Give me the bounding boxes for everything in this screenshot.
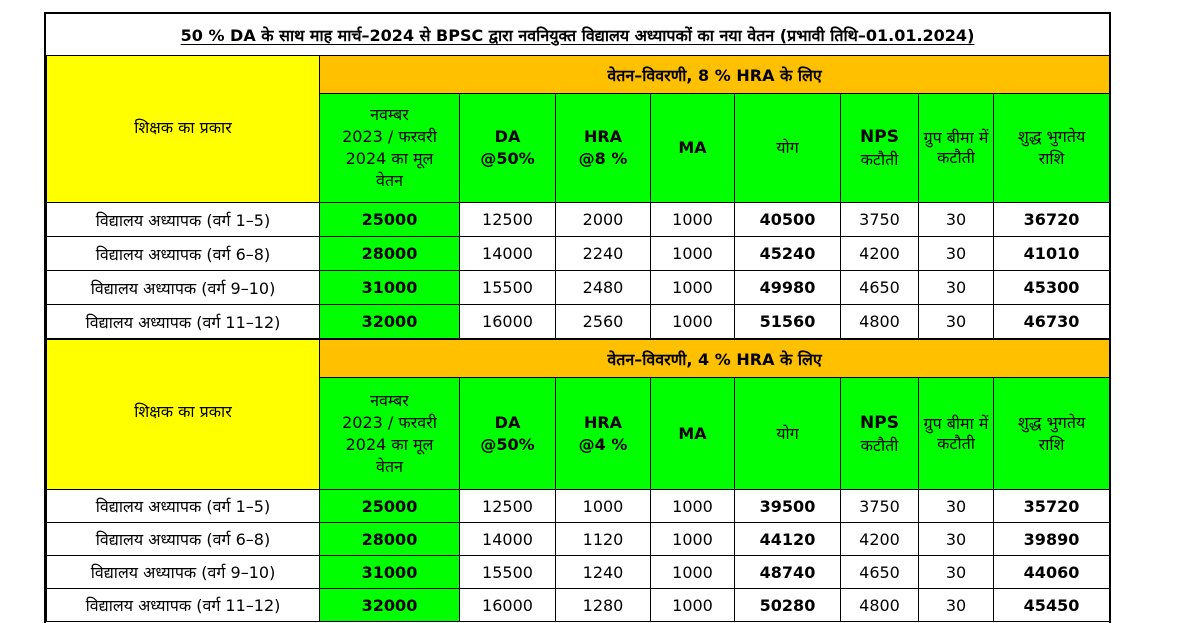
ma-header: MA — [651, 378, 735, 490]
nps-value: 4200 — [841, 523, 919, 556]
hra-value: 2000 — [556, 203, 651, 237]
nps-value: 4650 — [841, 271, 919, 305]
net-pay-value: 45450 — [994, 589, 1110, 622]
hra-header: HRA @4 % — [556, 378, 651, 490]
total-value: 44120 — [735, 523, 841, 556]
net-pay-value: 44060 — [994, 556, 1110, 589]
total-value: 45240 — [735, 237, 841, 271]
table-row — [47, 237, 1110, 271]
total-value: 40500 — [735, 203, 841, 237]
group-insurance-header: ग्रुप बीमा में कटौती — [919, 94, 994, 203]
total-value: 51560 — [735, 305, 841, 339]
teacher-type: विद्यालय अध्यापक (वर्ग 9–10) — [47, 271, 320, 305]
hra-header: HRA @8 % — [556, 94, 651, 203]
hra-value: 2480 — [556, 271, 651, 305]
basic-pay: 25000 — [320, 490, 460, 523]
net-pay-value: 46730 — [994, 305, 1110, 339]
table-row — [47, 203, 1110, 237]
table-row — [47, 556, 1110, 589]
teacher-type-header: शिक्षक का प्रकार — [47, 340, 320, 490]
teacher-type: विद्यालय अध्यापक (वर्ग 6–8) — [47, 237, 320, 271]
table-row — [47, 305, 1110, 339]
basic-pay: 31000 — [320, 556, 460, 589]
teacher-type: विद्यालय अध्यापक (वर्ग 11–12) — [47, 305, 320, 339]
nps-value: 4800 — [841, 305, 919, 339]
ma-value: 1000 — [651, 271, 735, 305]
basic-pay: 32000 — [320, 589, 460, 622]
group-insurance-value: 30 — [919, 490, 994, 523]
table-row — [47, 490, 1110, 523]
basic-pay-header: नवम्बर 2023 / फरवरी 2024 का मूल वेतन — [320, 94, 460, 203]
salary-table-hra-4 — [46, 339, 1110, 622]
group-insurance-value: 30 — [919, 523, 994, 556]
group-insurance-value: 30 — [919, 556, 994, 589]
hra-value: 1120 — [556, 523, 651, 556]
da-value: 12500 — [460, 490, 556, 523]
salary-table-hra-8 — [46, 55, 1110, 339]
da-value: 14000 — [460, 523, 556, 556]
basic-pay: 32000 — [320, 305, 460, 339]
net-pay-header: शुद्ध भुगतेय राशि — [994, 94, 1110, 203]
total-value: 39500 — [735, 490, 841, 523]
da-value: 12500 — [460, 203, 556, 237]
da-value: 16000 — [460, 305, 556, 339]
basic-pay: 25000 — [320, 203, 460, 237]
salary-sheet — [44, 12, 1111, 623]
teacher-type: विद्यालय अध्यापक (वर्ग 6–8) — [47, 523, 320, 556]
section-banner: वेतन–विवरणी, 8 % HRA के लिए — [320, 56, 1110, 94]
da-value: 15500 — [460, 556, 556, 589]
ma-value: 1000 — [651, 589, 735, 622]
table-row — [47, 589, 1110, 622]
da-value: 14000 — [460, 237, 556, 271]
total-value: 49980 — [735, 271, 841, 305]
hra-value: 2240 — [556, 237, 651, 271]
table-row — [47, 523, 1110, 556]
ma-header: MA — [651, 94, 735, 203]
basic-pay: 28000 — [320, 237, 460, 271]
ma-value: 1000 — [651, 237, 735, 271]
nps-header: NPS कटौती — [841, 94, 919, 203]
total-value: 48740 — [735, 556, 841, 589]
nps-value: 3750 — [841, 203, 919, 237]
teacher-type: विद्यालय अध्यापक (वर्ग 9–10) — [47, 556, 320, 589]
net-pay-value: 35720 — [994, 490, 1110, 523]
teacher-type: विद्यालय अध्यापक (वर्ग 1–5) — [47, 203, 320, 237]
ma-value: 1000 — [651, 523, 735, 556]
nps-value: 3750 — [841, 490, 919, 523]
ma-value: 1000 — [651, 556, 735, 589]
ma-value: 1000 — [651, 203, 735, 237]
net-pay-value: 36720 — [994, 203, 1110, 237]
group-insurance-value: 30 — [919, 203, 994, 237]
net-pay-value: 45300 — [994, 271, 1110, 305]
net-pay-header: शुद्ध भुगतेय राशि — [994, 378, 1110, 490]
group-insurance-value: 30 — [919, 271, 994, 305]
da-header: DA @50% — [460, 378, 556, 490]
nps-header: NPS कटौती — [841, 378, 919, 490]
basic-pay: 31000 — [320, 271, 460, 305]
ma-value: 1000 — [651, 305, 735, 339]
hra-value: 1240 — [556, 556, 651, 589]
group-insurance-value: 30 — [919, 305, 994, 339]
nps-value: 4650 — [841, 556, 919, 589]
group-insurance-value: 30 — [919, 237, 994, 271]
net-pay-value: 39890 — [994, 523, 1110, 556]
section-banner: वेतन–विवरणी, 4 % HRA के लिए — [320, 340, 1110, 378]
ma-value: 1000 — [651, 490, 735, 523]
hra-value: 2560 — [556, 305, 651, 339]
table-row — [47, 271, 1110, 305]
net-pay-value: 41010 — [994, 237, 1110, 271]
total-value: 50280 — [735, 589, 841, 622]
da-value: 15500 — [460, 271, 556, 305]
da-value: 16000 — [460, 589, 556, 622]
page-title: 50 % DA के साथ माह मार्च–2024 से BPSC द्वारा नवनियुक्त विद्यालय अध्यापकों का नया वेतन (प्रभावी तिथि–01.01.2024) — [180, 25, 975, 45]
hra-value: 1000 — [556, 490, 651, 523]
total-header: योग — [735, 94, 841, 203]
group-insurance-value: 30 — [919, 589, 994, 622]
basic-pay: 28000 — [320, 523, 460, 556]
nps-value: 4200 — [841, 237, 919, 271]
basic-pay-header: नवम्बर 2023 / फरवरी 2024 का मूल वेतन — [320, 378, 460, 490]
group-insurance-header: ग्रुप बीमा में कटौती — [919, 378, 994, 490]
teacher-type-header: शिक्षक का प्रकार — [47, 56, 320, 203]
hra-value: 1280 — [556, 589, 651, 622]
nps-value: 4800 — [841, 589, 919, 622]
teacher-type: विद्यालय अध्यापक (वर्ग 11–12) — [47, 589, 320, 622]
teacher-type: विद्यालय अध्यापक (वर्ग 1–5) — [47, 490, 320, 523]
total-header: योग — [735, 378, 841, 490]
da-header: DA @50% — [460, 94, 556, 203]
